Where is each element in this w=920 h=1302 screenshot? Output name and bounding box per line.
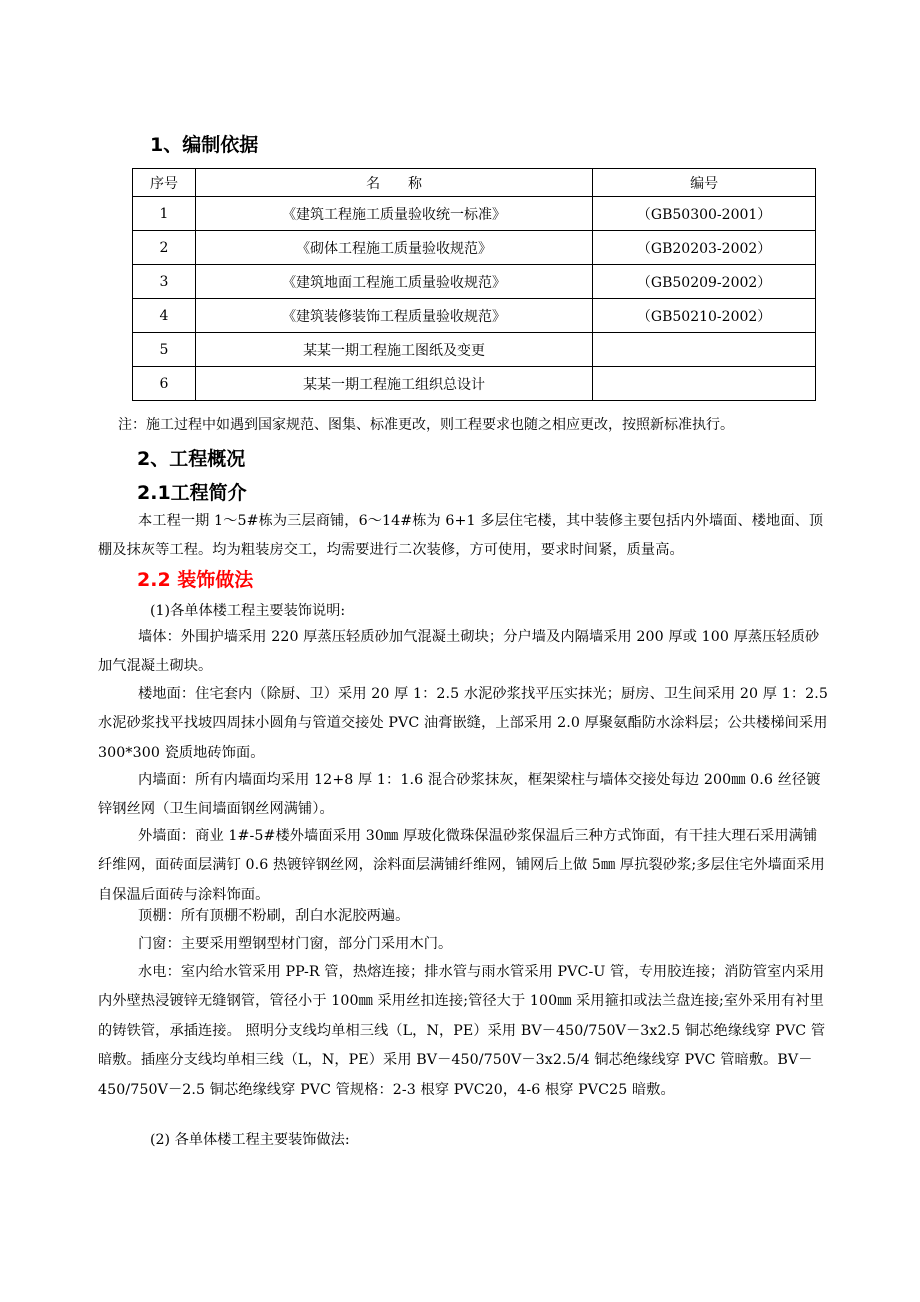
cell-name: 《砌体工程施工质量验收规范》 — [195, 231, 592, 265]
section-1-heading: 1、编制依据 — [150, 134, 259, 156]
table-header-row — [133, 169, 816, 197]
plumbing-electrical-paragraph: 水电：室内给水管采用 PP-R 管，热熔连接；排水管与雨水管采用 PVC-U 管，专用胶连接；消防管室内采用内外壁热浸镀锌无缝钢管，管径小于 100㎜ 采用丝扣连接;管径大于 100㎜ 采用箍扣或法兰盘连接;室外采用有衬里的铸铁管，承插连接。 照明分支线均单相三线（L，N，PE）采用 BV－450/750V－3x2.5 铜芯绝缘线穿 PVC 管暗敷。插座分支线均单相三线（L，N，PE）采用 BV－450/750V－3x2.5/4 铜芯绝缘线穿 PVC 管暗敷。BV－450/750V－2.5 铜芯绝缘线穿 PVC 管规格：2-3 根穿 PVC20，4-6 根穿 PVC25 暗敷。 — [98, 964, 826, 1098]
table-row — [133, 367, 816, 401]
section-2-1-heading: 2.1工程简介 — [137, 482, 247, 504]
wall-paragraph: 墙体：外围护墙采用 220 厚蒸压轻质砂加气混凝土砌块；分户墙及内隔墙采用 200 厚或 100 厚蒸压轻质砂加气混凝土砌块。 — [98, 629, 820, 675]
header-cell-code: 编号 — [593, 169, 816, 197]
header-cell-name: 名 称 — [195, 169, 592, 197]
cell-name: 某某一期工程施工组织总设计 — [195, 367, 592, 401]
cell-index: 1 — [133, 197, 196, 231]
interior-wall-paragraph: 内墙面：所有内墙面均采用 12+8 厚 1：1.6 混合砂浆抹灰，框架梁柱与墙体交接处每边 200㎜ 0.6 丝径镀锌钢丝网（卫生间墙面钢丝网满铺）。 — [98, 772, 821, 818]
table-row — [133, 231, 816, 265]
cell-code: （GB50300-2001） — [593, 197, 816, 231]
section-2-2-heading: 2.2 装饰做法 — [137, 569, 254, 591]
table-row — [133, 265, 816, 299]
project-intro-paragraph: 本工程一期 1～5#栋为三层商铺，6～14#栋为 6+1 多层住宅楼，其中装修主要包括内外墙面、楼地面、顶棚及抹灰等工程。均为粗装房交工，均需要进行二次装修，方可使用，要求时间紧，质量高。 — [98, 513, 824, 559]
cell-code — [593, 367, 816, 401]
doors-windows-paragraph: 门窗：主要采用塑钢型材门窗，部分门采用木门。 — [138, 936, 453, 952]
floor-paragraph: 楼地面：住宅套内（除厨、卫）采用 20 厚 1：2.5 水泥砂浆找平压实抹光；厨房、卫生间采用 20 厚 1：2.5 水泥砂浆找平找坡四周抹小圆角与管道交接处 PVC 油膏嵌缝，上部采用 2.0 厚聚氨酯防水涂料层；公共楼梯间采用 300*300 瓷质地砖饰面。 — [98, 686, 828, 761]
item-1-heading: (1)各单体楼工程主要装饰说明: — [150, 603, 346, 619]
cell-code: （GB20203-2002） — [593, 231, 816, 265]
cell-name: 某某一期工程施工图纸及变更 — [195, 333, 592, 367]
table-row — [133, 333, 816, 367]
cell-index: 4 — [133, 299, 196, 333]
section-2-heading: 2、工程概况 — [137, 448, 246, 470]
cell-code: （GB50210-2002） — [593, 299, 816, 333]
cell-code — [593, 333, 816, 367]
ceiling-paragraph: 顶棚：所有顶棚不粉刷，刮白水泥胶两遍。 — [138, 908, 410, 924]
cell-name: 《建筑装修装饰工程质量验收规范》 — [195, 299, 592, 333]
cell-name: 《建筑工程施工质量验收统一标准》 — [195, 197, 592, 231]
table-note: 注：施工过程中如遇到国家规范、图集、标准更改，则工程要求也随之相应更改，按照新标准执行。 — [118, 417, 734, 433]
cell-index: 6 — [133, 367, 196, 401]
table-row — [133, 299, 816, 333]
table-row — [133, 197, 816, 231]
basis-table — [132, 168, 816, 401]
cell-index: 5 — [133, 333, 196, 367]
cell-index: 3 — [133, 265, 196, 299]
exterior-wall-paragraph: 外墙面：商业 1#-5#楼外墙面采用 30㎜ 厚玻化微珠保温砂浆保温后三种方式饰面，有干挂大理石采用满铺纤维网，面砖面层满钉 0.6 热镀锌钢丝网，涂料面层满铺纤维网，铺网后上做 5㎜ 厚抗裂砂浆;多层住宅外墙面采用自保温后面砖与涂料饰面。 — [98, 828, 825, 903]
cell-code: （GB50209-2002） — [593, 265, 816, 299]
cell-name: 《建筑地面工程施工质量验收规范》 — [195, 265, 592, 299]
item-2-heading: (2) 各单体楼工程主要装饰做法: — [150, 1132, 350, 1148]
header-cell-index: 序号 — [133, 169, 196, 197]
cell-index: 2 — [133, 231, 196, 265]
